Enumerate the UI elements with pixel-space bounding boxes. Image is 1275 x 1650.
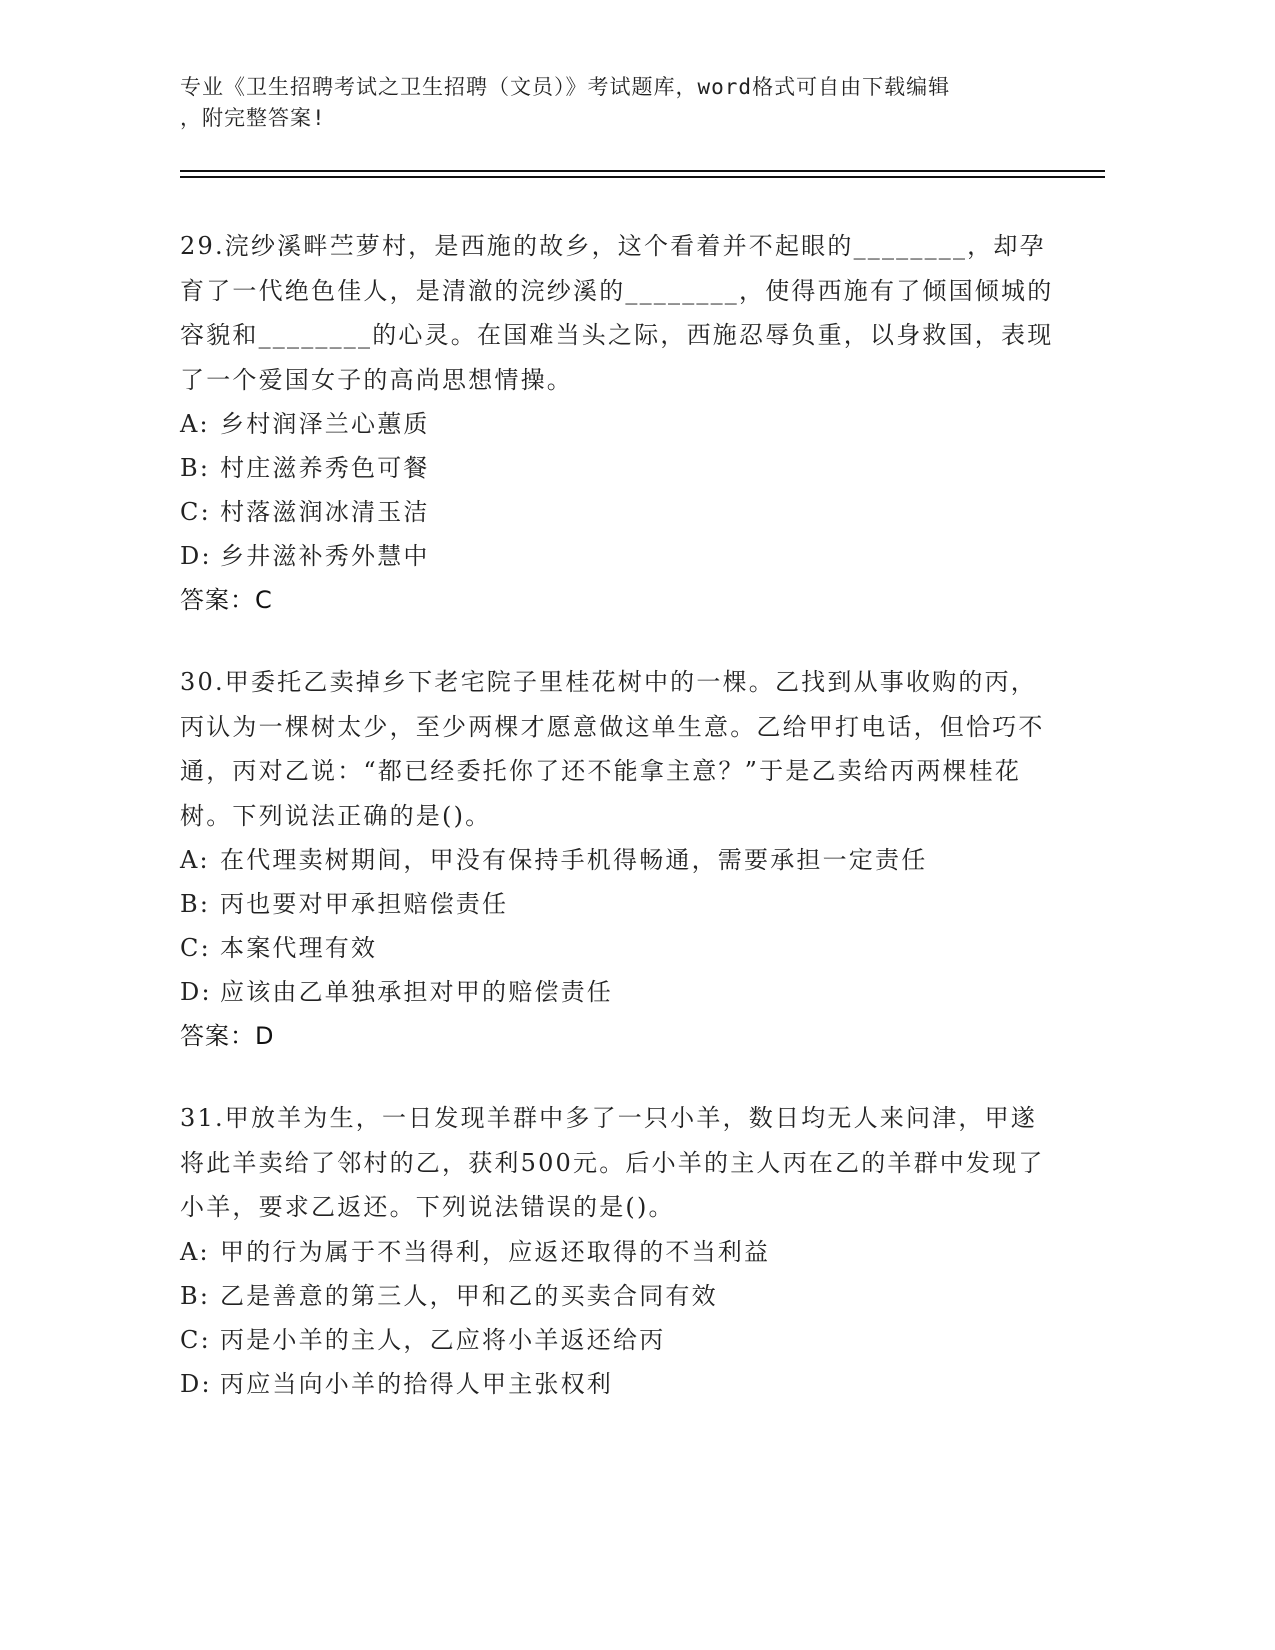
question-list	[180, 224, 1060, 1444]
option-key: A:	[180, 410, 210, 438]
option-d	[180, 970, 1060, 1014]
option-key: A:	[180, 846, 210, 874]
option-key: B:	[180, 890, 211, 918]
option-d	[180, 534, 1060, 578]
option-key: B:	[180, 1281, 211, 1310]
option-text: 应该由乙单独承担对甲的赔偿责任	[220, 978, 613, 1006]
option-c	[180, 926, 1060, 970]
option-key: B:	[180, 454, 211, 482]
option-text: 乡井滋补秀外慧中	[220, 542, 430, 570]
answer-label: 答案：D	[180, 1022, 275, 1050]
option-c	[180, 490, 1060, 534]
option-key: D:	[180, 1369, 212, 1398]
header-divider-bottom	[180, 176, 1105, 178]
option-a	[180, 838, 1060, 882]
option-key: A:	[180, 1237, 210, 1266]
option-text: 丙是小羊的主人，乙应将小羊返还给丙	[220, 1325, 666, 1354]
option-key: C:	[180, 498, 211, 526]
option-text: 村庄滋养秀色可餐	[220, 454, 430, 482]
question-29	[180, 224, 1060, 622]
header-title-line1: 专业《卫生招聘考试之卫生招聘（文员）》考试题库，word格式可自由下载编辑	[180, 75, 951, 99]
option-b	[180, 882, 1060, 926]
option-text: 乡村润泽兰心蕙质	[220, 410, 430, 438]
header-divider-top	[180, 170, 1105, 172]
option-key: C:	[180, 934, 211, 962]
question-31	[180, 1096, 1060, 1406]
option-text: 在代理卖树期间，甲没有保持手机得畅通，需要承担一定责任	[220, 846, 928, 874]
document-header	[180, 72, 1050, 134]
header-title-line2: ，附完整答案!	[180, 106, 326, 130]
option-key: D:	[180, 542, 212, 570]
option-key: D:	[180, 978, 212, 1006]
option-key: C:	[180, 1325, 211, 1354]
option-d	[180, 1362, 1060, 1406]
question-stem: 31.甲放羊为生，一日发现羊群中多了一只小羊，数日均无人来问津，甲遂将此羊卖给了邻村的乙，获利500元。后小羊的主人丙在乙的羊群中发现了小羊，要求乙返还。下列说法错误的是()。	[180, 1104, 1045, 1221]
option-text: 村落滋润冰清玉洁	[220, 498, 430, 526]
answer-label: 答案：C	[180, 586, 273, 614]
option-a	[180, 1230, 1060, 1274]
option-text: 乙是善意的第三人，甲和乙的买卖合同有效	[220, 1281, 718, 1310]
question-stem: 29.浣纱溪畔苎萝村，是西施的故乡，这个看着并不起眼的________，却孕育了一代绝色佳人，是清澈的浣纱溪的________，使得西施有了倾国倾城的容貌和________的心灵。在国难当头之际，西施忍辱负重，以身救国，表现了一个爱国女子的高尚思想情操。	[180, 232, 1054, 394]
option-b	[180, 1274, 1060, 1318]
question-stem: 30.甲委托乙卖掉乡下老宅院子里桂花树中的一棵。乙找到从事收购的丙，丙认为一棵树太少，至少两棵才愿意做这单生意。乙给甲打电话，但恰巧不通，丙对乙说：“都已经委托你了还不能拿主意？”于是乙卖给丙两棵桂花树。下列说法正确的是()。	[180, 668, 1045, 830]
option-text: 本案代理有效	[220, 934, 378, 962]
option-a	[180, 402, 1060, 446]
option-text: 丙也要对甲承担赔偿责任	[220, 890, 509, 918]
question-30	[180, 660, 1060, 1058]
option-b	[180, 446, 1060, 490]
option-text: 丙应当向小羊的拾得人甲主张权利	[220, 1369, 613, 1398]
option-text: 甲的行为属于不当得利，应返还取得的不当利益	[220, 1237, 771, 1266]
option-c	[180, 1318, 1060, 1362]
